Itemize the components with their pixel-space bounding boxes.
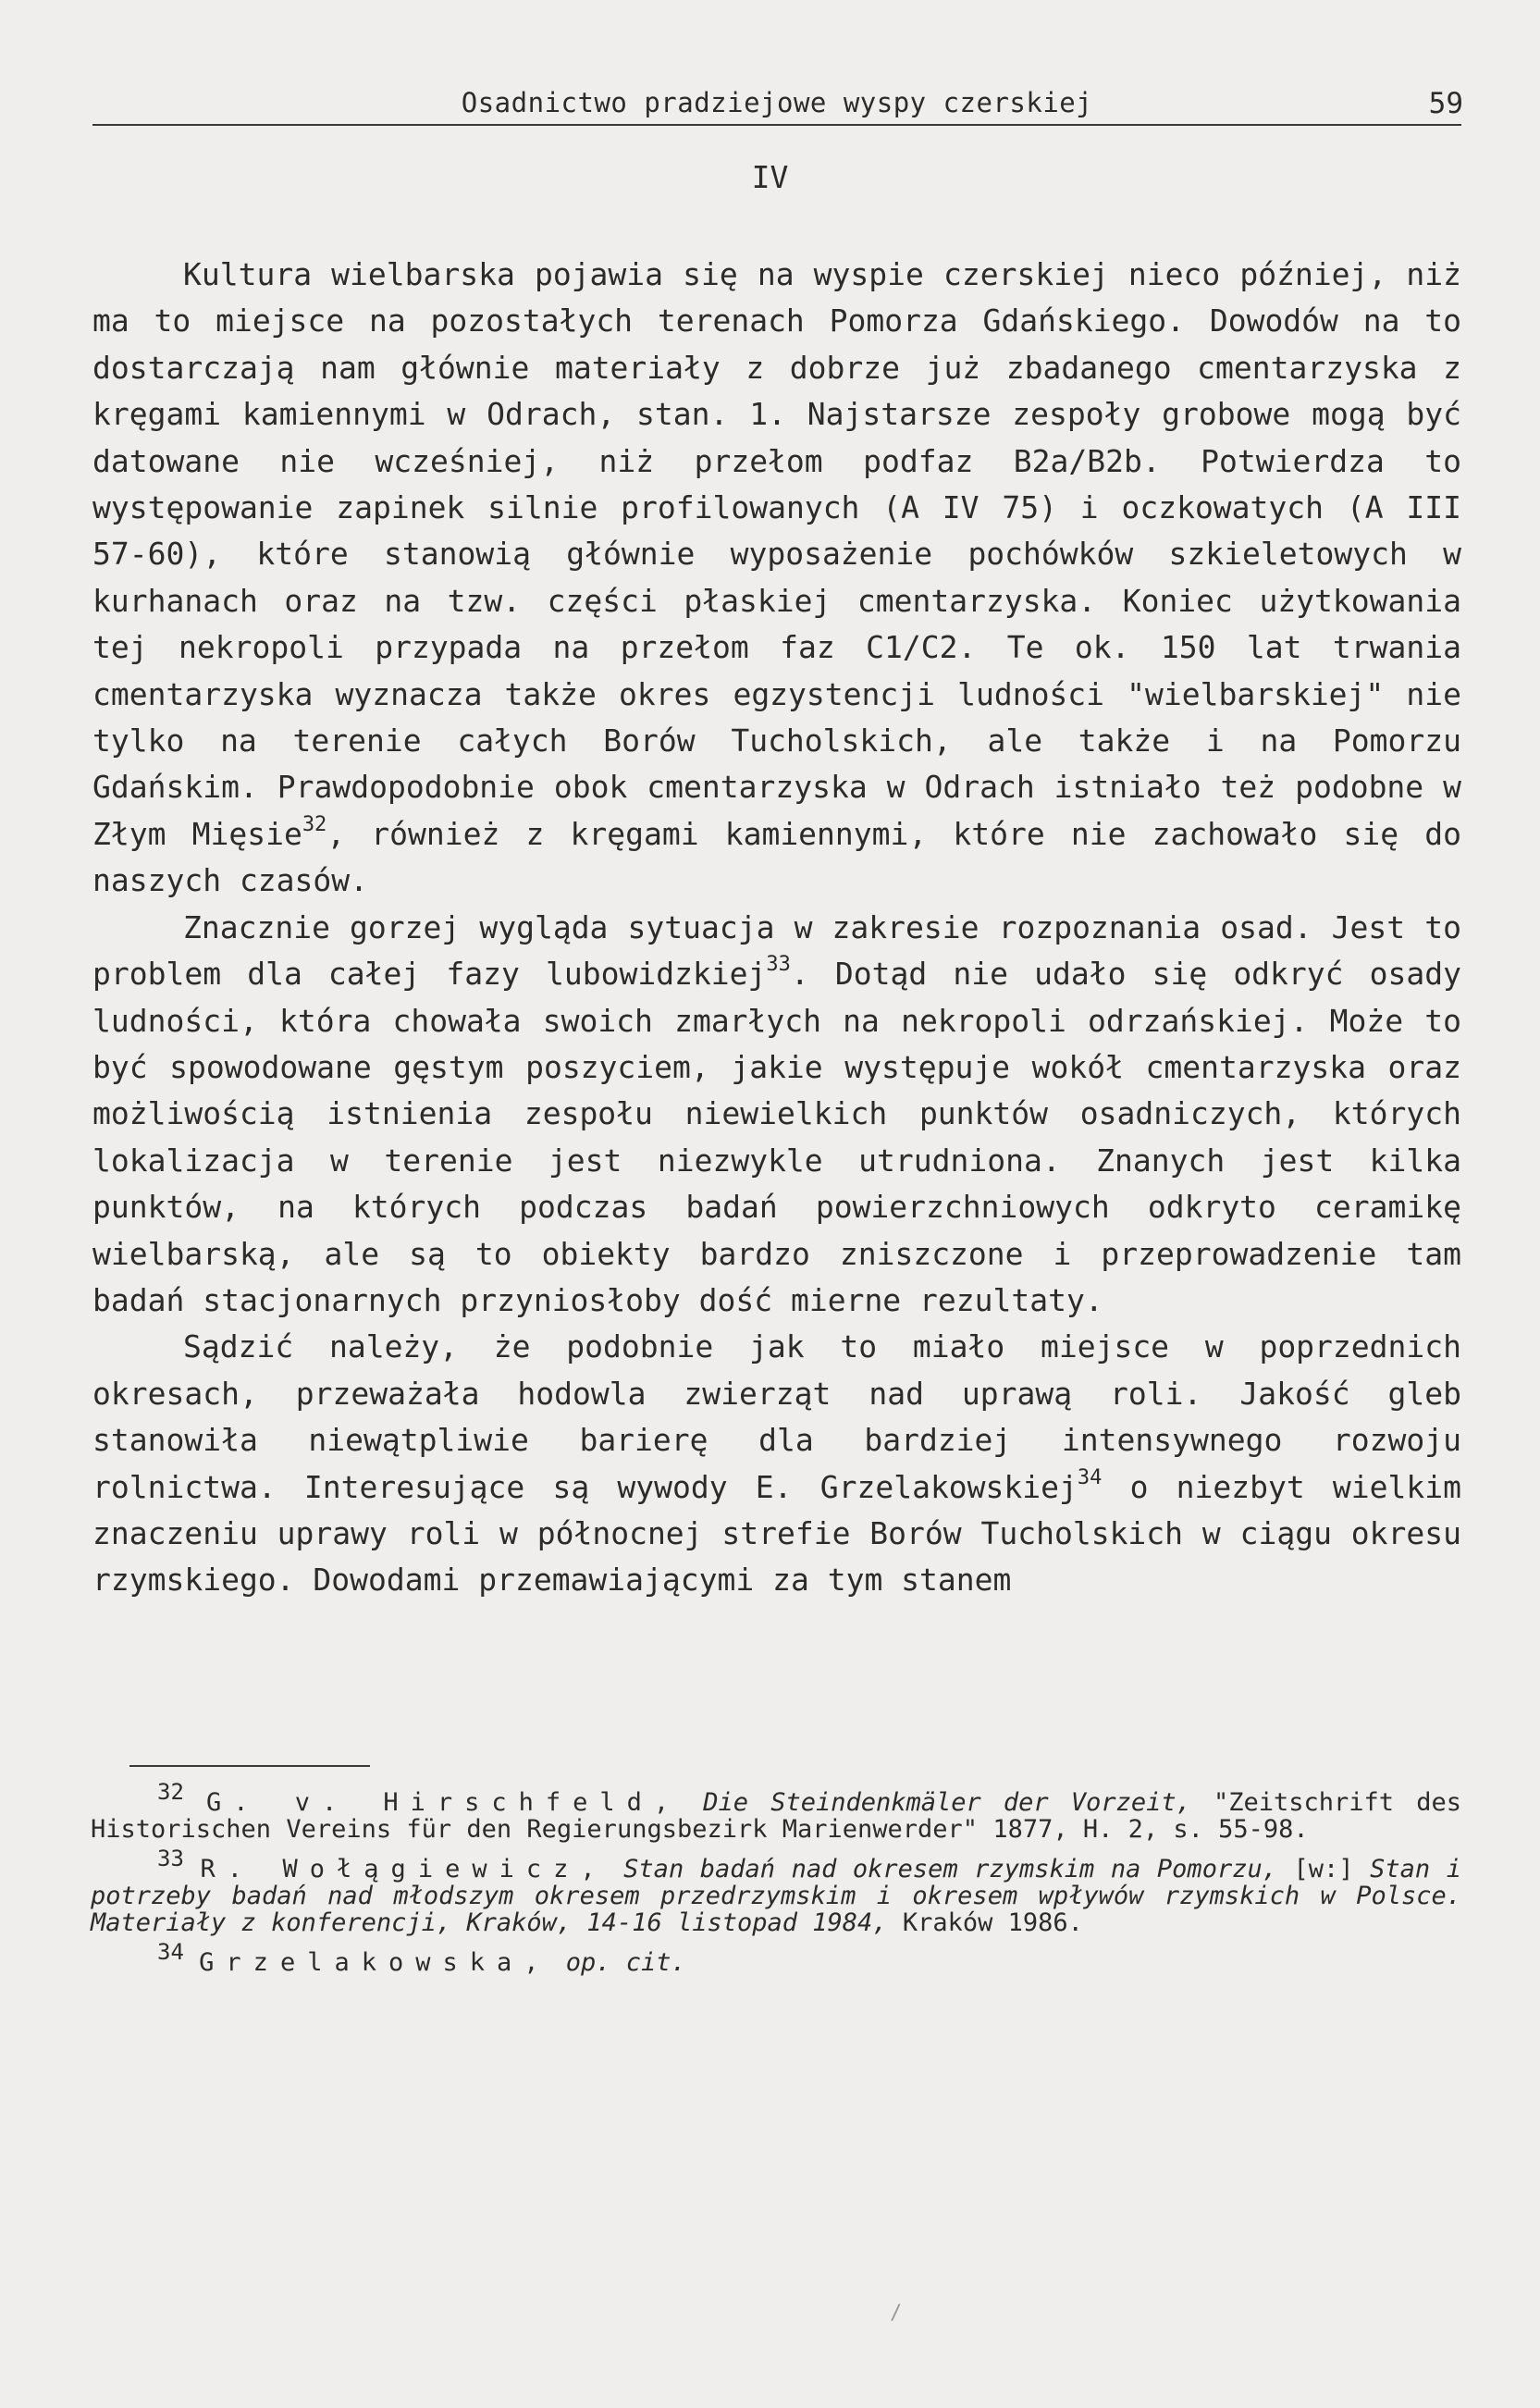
footnote-text: Kraków 1986. xyxy=(902,1908,1083,1937)
footnote-number: 33 xyxy=(157,1846,184,1871)
footnote-title: op. cit. xyxy=(565,1948,686,1977)
footnote-number: 34 xyxy=(157,1939,184,1965)
running-title: Osadnictwo pradziejowe wyspy czerskiej xyxy=(461,87,1093,118)
footnote-32 xyxy=(91,1779,1461,1844)
footnote-33 xyxy=(91,1846,1461,1937)
footnote-title: Die Steindenkmäler der Vorzeit, xyxy=(703,1788,1191,1817)
footnote-ref-33: 33 xyxy=(766,953,791,977)
footnote-text: [w:] xyxy=(1293,1855,1354,1883)
footnote-author: Grzelakowska, xyxy=(199,1948,551,1977)
paragraph-3 xyxy=(92,1324,1461,1603)
footnote-number: 32 xyxy=(157,1779,184,1805)
footnotes xyxy=(91,1779,1461,1989)
page-number: 59 xyxy=(1428,87,1463,120)
paragraph-text: , również z kręgami kamiennymi, które nie zachowało się do naszych czasów. xyxy=(92,815,1462,899)
paragraph-text: Znacznie gorzej wygląda sytuacja w zakresie rozpoznania osad. Jest to problem dla całej fazy lubowidzkiej xyxy=(92,908,1461,993)
footnote-author: R. Wołągiewicz, xyxy=(200,1855,608,1883)
paragraph-text: Sądzić należy, że podobnie jak to miało miejsce w poprzednich okresach, przeważała hodowla zwierząt nad uprawą roli. Jakość gleb stanowiła niewątpliwie barierę dla bardziej intensywnego rozwoju rolnictwa. Interesujące są wywody E. Grzelakowskiej xyxy=(92,1328,1461,1505)
paragraph-text: o niezbyt wielkim znaczeniu uprawy roli w północnej strefie Borów Tucholskich w ciągu okresu rzymskiego. Dowodami przemawiającymi za tym stanem xyxy=(92,1468,1461,1599)
paragraph-2 xyxy=(92,905,1461,1325)
footnote-ref-32: 32 xyxy=(302,812,327,836)
main-text xyxy=(92,252,1461,1604)
footnote-separator xyxy=(129,1765,370,1767)
footnote-author: G. v. Hirschfeld, xyxy=(206,1788,682,1817)
paragraph-1 xyxy=(92,252,1461,905)
running-header xyxy=(92,85,1461,126)
section-number: IV xyxy=(751,159,789,195)
footnote-title: Stan i potrzeby badań nad młodszym okresem przedrzymskim i okresem wpływów rzymskich w Polsce. Materiały z konferencji, Kraków, 14-16 listopad 1984, xyxy=(91,1855,1461,1937)
footnote-text: "Zeitschrift des Historischen Vereins für den Regierungsbezirk Marienwerder" 1877, H. 2, s. 55-98. xyxy=(91,1788,1461,1844)
paragraph-text: Kultura wielbarska pojawia się na wyspie czerskiej nieco później, niż ma to miejsce na pozostałych terenach Pomorza Gdańskiego. Dowodów na to dostarczają nam głównie materiały z dobrze już zbadanego cmentarzyska z kręgami kamiennymi w Odrach, stan. 1. Najstarsze zespoły grobowe mogą być datowane nie wcześniej, niż przełom podfaz B2a/B2b. Potwierdza to występowanie zapinek silnie profilowanych (A IV 75) i oczkowatych (A III 57-60), które stanowią głównie wyposażenie pochówków szkieletowych w kurhanach oraz na tzw. części płaskiej cmentarzyska. Koniec użytkowania tej nekropoli przypada na przełom faz C1/C2. Te ok. 150 lat trwania cmentarzyska wyznacza także okres egzystencji ludności "wielbarskiej" nie tylko na terenie całych Borów Tucholskich, ale także i na Pomorzu Gdańskim. Prawdopodobnie obok cmentarzyska w Odrach istniało też podobne w Złym Mięsie xyxy=(92,256,1461,852)
footnote-title: Stan badań nad okresem rzymskim na Pomorzu, xyxy=(623,1855,1277,1883)
paragraph-text: . Dotąd nie udało się odkryć osady ludności, która chowała swoich zmarłych na nekropoli odrzańskiej. Może to być spowodowane gęstym poszyciem, jakie występuje wokół cmentarzyska oraz możliwością istnienia zespołu niewielkich punktów osadniczych, których lokalizacja w terenie jest niezwykle utrudniona. Znanych jest kilka punktów, na których podczas badań powierzchniowych odkryto ceramikę wielbarską, ale są to obiekty bardzo zniszczone i przeprowadzenie tam badań stacjonarnych przyniosłoby dość mierne rezultaty. xyxy=(92,956,1461,1318)
scan-mark: / xyxy=(890,2302,903,2325)
footnote-34 xyxy=(91,1939,1461,1977)
footnote-ref-34: 34 xyxy=(1077,1465,1103,1489)
